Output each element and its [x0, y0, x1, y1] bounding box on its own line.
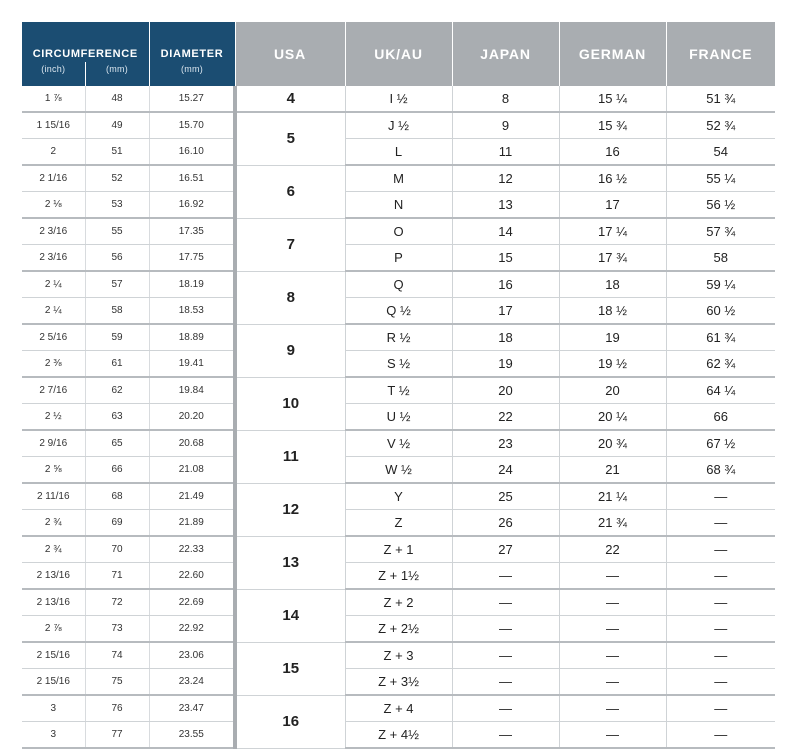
circumference-inch-cell: 2 13/16: [22, 563, 85, 590]
circumference-mm-cell: 76: [85, 695, 149, 722]
german-size-cell: 15 ¾: [559, 112, 666, 139]
diameter-mm-cell: 17.75: [149, 245, 235, 272]
japan-size-cell: —: [452, 669, 559, 696]
ukau-size-cell: U ½: [345, 404, 452, 431]
table-row: [22, 351, 775, 378]
france-size-cell: —: [666, 722, 775, 749]
japan-size-cell: —: [452, 695, 559, 722]
german-size-cell: —: [559, 669, 666, 696]
japan-size-cell: 23: [452, 430, 559, 457]
ukau-size-cell: Z + 2½: [345, 616, 452, 643]
france-size-cell: —: [666, 536, 775, 563]
german-size-cell: 20 ¾: [559, 430, 666, 457]
france-size-cell: —: [666, 563, 775, 590]
japan-size-cell: —: [452, 589, 559, 616]
france-size-cell: 60 ½: [666, 298, 775, 325]
table-row: [22, 404, 775, 431]
table-row: [22, 589, 775, 616]
circumference-mm-cell: 55: [85, 218, 149, 245]
japan-size-cell: —: [452, 616, 559, 643]
usa-size-cell: 8: [235, 271, 345, 324]
circumference-inch-cell: 2 ¾: [22, 536, 85, 563]
ukau-size-cell: L: [345, 139, 452, 166]
france-size-cell: 54: [666, 139, 775, 166]
german-size-cell: 22: [559, 536, 666, 563]
diameter-mm-cell: 18.53: [149, 298, 235, 325]
diameter-mm-cell: 16.51: [149, 165, 235, 192]
table-row: [22, 377, 775, 404]
france-size-cell: —: [666, 589, 775, 616]
ukau-size-cell: Z + 1½: [345, 563, 452, 590]
table-row: [22, 271, 775, 298]
table-body: [22, 86, 775, 748]
german-size-cell: 18: [559, 271, 666, 298]
german-size-cell: 17 ¼: [559, 218, 666, 245]
circumference-inch-cell: 1 ⅞: [22, 86, 85, 112]
table-row: [22, 616, 775, 643]
japan-size-cell: 11: [452, 139, 559, 166]
france-size-cell: 68 ¾: [666, 457, 775, 484]
japan-size-cell: 15: [452, 245, 559, 272]
table-row: [22, 324, 775, 351]
france-size-cell: 55 ¼: [666, 165, 775, 192]
ukau-size-cell: O: [345, 218, 452, 245]
table-row: [22, 642, 775, 669]
german-size-cell: 15 ¼: [559, 86, 666, 112]
japan-header: JAPAN: [452, 22, 559, 86]
inch-unit-header: (inch): [22, 62, 85, 86]
circumference-inch-cell: 2 15/16: [22, 669, 85, 696]
diameter-mm-unit-header: (mm): [149, 62, 235, 86]
circumference-mm-cell: 57: [85, 271, 149, 298]
usa-size-cell: 12: [235, 483, 345, 536]
ukau-size-cell: R ½: [345, 324, 452, 351]
german-size-cell: 19 ½: [559, 351, 666, 378]
german-size-cell: —: [559, 563, 666, 590]
ukau-size-cell: I ½: [345, 86, 452, 112]
japan-size-cell: 16: [452, 271, 559, 298]
japan-size-cell: —: [452, 642, 559, 669]
diameter-mm-cell: 16.92: [149, 192, 235, 219]
circumference-mm-cell: 63: [85, 404, 149, 431]
japan-size-cell: 19: [452, 351, 559, 378]
diameter-mm-cell: 23.55: [149, 722, 235, 749]
france-size-cell: 52 ¾: [666, 112, 775, 139]
diameter-mm-cell: 15.27: [149, 86, 235, 112]
usa-size-cell: 15: [235, 642, 345, 695]
diameter-mm-cell: 21.08: [149, 457, 235, 484]
ukau-size-cell: Y: [345, 483, 452, 510]
circumference-mm-cell: 53: [85, 192, 149, 219]
ukau-size-cell: Z: [345, 510, 452, 537]
ukau-size-cell: J ½: [345, 112, 452, 139]
german-size-cell: 19: [559, 324, 666, 351]
circumference-mm-cell: 49: [85, 112, 149, 139]
japan-size-cell: —: [452, 563, 559, 590]
circumference-inch-cell: 2 ¼: [22, 298, 85, 325]
usa-size-cell: 14: [235, 589, 345, 642]
table-header: [22, 22, 775, 86]
japan-size-cell: 22: [452, 404, 559, 431]
table-row: [22, 165, 775, 192]
france-size-cell: 51 ¾: [666, 86, 775, 112]
diameter-mm-cell: 23.47: [149, 695, 235, 722]
table-row: [22, 192, 775, 219]
usa-size-cell: 4: [235, 86, 345, 112]
france-size-cell: 59 ¼: [666, 271, 775, 298]
circumference-mm-cell: 69: [85, 510, 149, 537]
diameter-mm-cell: 16.10: [149, 139, 235, 166]
japan-size-cell: —: [452, 722, 559, 749]
circumference-mm-cell: 58: [85, 298, 149, 325]
circumference-mm-cell: 73: [85, 616, 149, 643]
diameter-mm-cell: 22.69: [149, 589, 235, 616]
circumference-inch-cell: 2 ½: [22, 404, 85, 431]
usa-size-cell: 13: [235, 536, 345, 589]
japan-size-cell: 17: [452, 298, 559, 325]
table-row: [22, 457, 775, 484]
circumference-mm-cell: 52: [85, 165, 149, 192]
france-size-cell: 58: [666, 245, 775, 272]
circumference-inch-cell: 2 7/16: [22, 377, 85, 404]
ukau-size-cell: M: [345, 165, 452, 192]
ring-size-table: [22, 22, 775, 749]
japan-size-cell: 8: [452, 86, 559, 112]
table-row: [22, 86, 775, 112]
ukau-size-cell: N: [345, 192, 452, 219]
circumference-inch-cell: 2 ⅜: [22, 351, 85, 378]
german-header: GERMAN: [559, 22, 666, 86]
circumference-inch-cell: 2: [22, 139, 85, 166]
circumference-mm-cell: 65: [85, 430, 149, 457]
table-row: [22, 563, 775, 590]
circumference-inch-cell: 2 ¾: [22, 510, 85, 537]
circumference-inch-cell: 2 13/16: [22, 589, 85, 616]
german-size-cell: 21 ¼: [559, 483, 666, 510]
circumference-mm-cell: 68: [85, 483, 149, 510]
circumference-inch-cell: 2 3/16: [22, 218, 85, 245]
circumference-inch-cell: 2 ¼: [22, 271, 85, 298]
france-size-cell: 57 ¾: [666, 218, 775, 245]
diameter-mm-cell: 20.20: [149, 404, 235, 431]
ukau-size-cell: S ½: [345, 351, 452, 378]
german-size-cell: 16: [559, 139, 666, 166]
ukau-size-cell: Z + 1: [345, 536, 452, 563]
german-size-cell: 16 ½: [559, 165, 666, 192]
circumference-inch-cell: 2 9/16: [22, 430, 85, 457]
german-size-cell: —: [559, 589, 666, 616]
german-size-cell: 21: [559, 457, 666, 484]
circumference-mm-cell: 48: [85, 86, 149, 112]
usa-size-cell: 5: [235, 112, 345, 165]
ukau-size-cell: Z + 3: [345, 642, 452, 669]
france-size-cell: —: [666, 616, 775, 643]
france-size-cell: 61 ¾: [666, 324, 775, 351]
circumference-mm-cell: 62: [85, 377, 149, 404]
usa-size-cell: 7: [235, 218, 345, 271]
ukau-size-cell: Z + 3½: [345, 669, 452, 696]
table-row: [22, 112, 775, 139]
circumference-inch-cell: 3: [22, 722, 85, 749]
ukau-size-cell: Z + 4: [345, 695, 452, 722]
diameter-mm-cell: 17.35: [149, 218, 235, 245]
japan-size-cell: 25: [452, 483, 559, 510]
diameter-mm-cell: 18.19: [149, 271, 235, 298]
diameter-mm-cell: 19.41: [149, 351, 235, 378]
diameter-mm-cell: 22.60: [149, 563, 235, 590]
france-size-cell: —: [666, 669, 775, 696]
german-size-cell: 18 ½: [559, 298, 666, 325]
diameter-header: DIAMETER: [149, 22, 235, 62]
circumference-inch-cell: 2 1/16: [22, 165, 85, 192]
german-size-cell: 20 ¼: [559, 404, 666, 431]
circumference-inch-cell: 2 3/16: [22, 245, 85, 272]
circumference-mm-cell: 74: [85, 642, 149, 669]
france-size-cell: 56 ½: [666, 192, 775, 219]
usa-size-cell: 16: [235, 695, 345, 748]
table-row: [22, 218, 775, 245]
diameter-mm-cell: 19.84: [149, 377, 235, 404]
france-size-cell: —: [666, 483, 775, 510]
circumference-inch-cell: 2 11/16: [22, 483, 85, 510]
ukau-size-cell: Z + 2: [345, 589, 452, 616]
usa-size-cell: 11: [235, 430, 345, 483]
table-row: [22, 695, 775, 722]
diameter-mm-cell: 23.24: [149, 669, 235, 696]
japan-size-cell: 24: [452, 457, 559, 484]
diameter-mm-cell: 18.89: [149, 324, 235, 351]
german-size-cell: 17 ¾: [559, 245, 666, 272]
table-row: [22, 483, 775, 510]
circumference-inch-cell: 2 ⅞: [22, 616, 85, 643]
japan-size-cell: 18: [452, 324, 559, 351]
japan-size-cell: 13: [452, 192, 559, 219]
table-row: [22, 245, 775, 272]
mm-unit-header: (mm): [85, 62, 149, 86]
circumference-mm-cell: 70: [85, 536, 149, 563]
usa-header: USA: [235, 22, 345, 86]
france-size-cell: 64 ¼: [666, 377, 775, 404]
ukau-header: UK/AU: [345, 22, 452, 86]
german-size-cell: —: [559, 616, 666, 643]
france-size-cell: —: [666, 510, 775, 537]
circumference-inch-cell: 2 5/16: [22, 324, 85, 351]
diameter-mm-cell: 23.06: [149, 642, 235, 669]
japan-size-cell: 20: [452, 377, 559, 404]
diameter-mm-cell: 21.89: [149, 510, 235, 537]
diameter-mm-cell: 22.92: [149, 616, 235, 643]
circumference-mm-cell: 71: [85, 563, 149, 590]
circumference-mm-cell: 59: [85, 324, 149, 351]
france-size-cell: 66: [666, 404, 775, 431]
circumference-inch-cell: 3: [22, 695, 85, 722]
cropped-title-strip: [22, 0, 782, 8]
ukau-size-cell: T ½: [345, 377, 452, 404]
circumference-mm-cell: 77: [85, 722, 149, 749]
circumference-inch-cell: 2 ⅛: [22, 192, 85, 219]
circumference-mm-cell: 61: [85, 351, 149, 378]
ukau-size-cell: W ½: [345, 457, 452, 484]
circumference-mm-cell: 72: [85, 589, 149, 616]
usa-size-cell: 10: [235, 377, 345, 430]
german-size-cell: —: [559, 642, 666, 669]
table-row: [22, 430, 775, 457]
ukau-size-cell: Z + 4½: [345, 722, 452, 749]
ukau-size-cell: P: [345, 245, 452, 272]
circumference-header: CIRCUMFERENCE: [22, 22, 149, 62]
circumference-inch-cell: 1 15/16: [22, 112, 85, 139]
german-size-cell: —: [559, 722, 666, 749]
france-header: FRANCE: [666, 22, 775, 86]
table-row: [22, 669, 775, 696]
diameter-mm-cell: 21.49: [149, 483, 235, 510]
france-size-cell: —: [666, 695, 775, 722]
circumference-mm-cell: 56: [85, 245, 149, 272]
circumference-inch-cell: 2 ⅝: [22, 457, 85, 484]
table-row: [22, 536, 775, 563]
table-row: [22, 722, 775, 749]
diameter-mm-cell: 20.68: [149, 430, 235, 457]
japan-size-cell: 26: [452, 510, 559, 537]
japan-size-cell: 9: [452, 112, 559, 139]
german-size-cell: —: [559, 695, 666, 722]
ukau-size-cell: Q: [345, 271, 452, 298]
france-size-cell: 62 ¾: [666, 351, 775, 378]
table-row: [22, 510, 775, 537]
ukau-size-cell: V ½: [345, 430, 452, 457]
japan-size-cell: 27: [452, 536, 559, 563]
diameter-mm-cell: 22.33: [149, 536, 235, 563]
circumference-mm-cell: 75: [85, 669, 149, 696]
usa-size-cell: 6: [235, 165, 345, 218]
japan-size-cell: 14: [452, 218, 559, 245]
german-size-cell: 21 ¾: [559, 510, 666, 537]
usa-size-cell: 9: [235, 324, 345, 377]
table-row: [22, 298, 775, 325]
table-row: [22, 139, 775, 166]
circumference-inch-cell: 2 15/16: [22, 642, 85, 669]
france-size-cell: —: [666, 642, 775, 669]
france-size-cell: 67 ½: [666, 430, 775, 457]
circumference-mm-cell: 66: [85, 457, 149, 484]
circumference-mm-cell: 51: [85, 139, 149, 166]
german-size-cell: 20: [559, 377, 666, 404]
ukau-size-cell: Q ½: [345, 298, 452, 325]
german-size-cell: 17: [559, 192, 666, 219]
diameter-mm-cell: 15.70: [149, 112, 235, 139]
japan-size-cell: 12: [452, 165, 559, 192]
